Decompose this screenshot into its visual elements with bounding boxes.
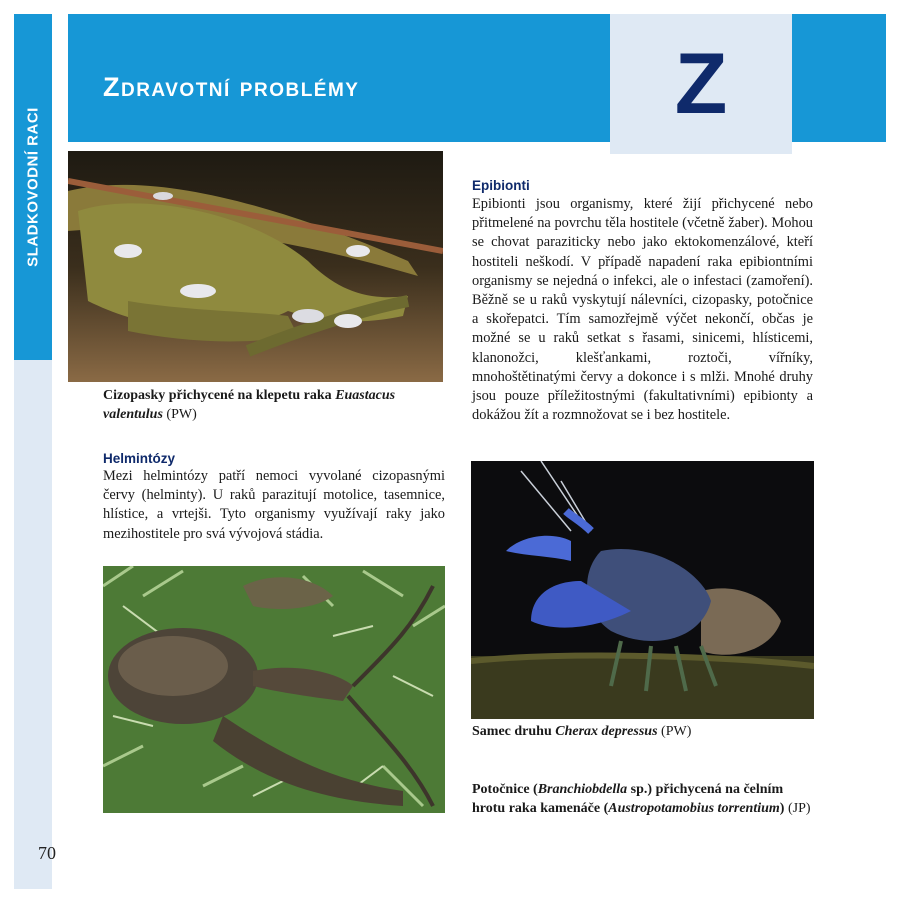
page-number: 70 (38, 843, 56, 863)
caption-cherax-credit: (PW) (657, 724, 692, 739)
caption-b-credit: (JP) (784, 801, 811, 816)
photo-caption-cherax (472, 722, 813, 741)
chapter-letter: Z (674, 35, 728, 132)
photo-cherax-depressus (471, 461, 814, 719)
photo-caption-claw (103, 386, 448, 424)
page-title: Zdravotní problémy (103, 72, 360, 102)
caption-b-part1: Potočnice ( (472, 782, 538, 797)
section-label-text: SLADKOVODNÍ RACI (24, 107, 42, 267)
photo-crayfish-claw (68, 151, 443, 382)
caption-claw-credit: (PW) (162, 407, 197, 422)
text-epibionti: Epibionti jsou organismy, které žijí přichycené nebo přitmelené na povrchu těla hostitele (včetně žaber). Mohou se chovat paraziticky nebo jako ektokomenzálové, kteří hostiteli neškodí. V případě napadení raka epibiontními organismy se nejedná o infekci, ale o infestaci (zamoření). Běžně se u raků vyskytují nálevníci, cizopasky, potočnice a skořepatci. Tím samozřejmě výčet nekončí, občas je možné se u raků setkat s řasami, sinicemi, hlísticemi, klanonožci, klešťankami, roztoči, vířníky, mnohoštětinatými červy a dokonce i s mlži. Mnohé druhy jsou pouze příležitostnými (fakultativními) epibionty a dokážou žít a rozmnožovat se i bez hostitele. (472, 196, 813, 424)
caption-b-part3: ) (779, 801, 785, 816)
photo-crayfish-grass (103, 566, 445, 813)
heading-helmintozy: Helmintózy (103, 451, 176, 466)
chapter-letter-box (610, 14, 792, 154)
caption-claw-bold: Cizopasky přichycené na klepetu raka (103, 388, 336, 403)
caption-cherax-bold: Samec druhu (472, 724, 556, 739)
caption-b-species: Austropotamobius torrentium (608, 801, 780, 816)
caption-b-part2: sp.) přichycená na čelním hrotu raka kamenáče ( (472, 782, 784, 816)
caption-cherax-species: Cherax depressus (555, 724, 658, 739)
text-helmintozy: Mezi helmintózy patří nemoci vyvolané cizopasnými červy (helminty). U raků parazitují motolice, tasemnice, hlístice, a vrtejši. Tyto organismy využívají raky jako mezihostitele pro svá vývojová stádia. (103, 468, 445, 542)
heading-epibionti: Epibionti (472, 178, 530, 193)
sidebar-section-label (14, 14, 52, 360)
caption-claw-species: Euastacus valentulus (103, 388, 396, 422)
photo-caption-branchiobdella (472, 780, 817, 818)
caption-b-genus: Branchiobdella (537, 782, 628, 797)
